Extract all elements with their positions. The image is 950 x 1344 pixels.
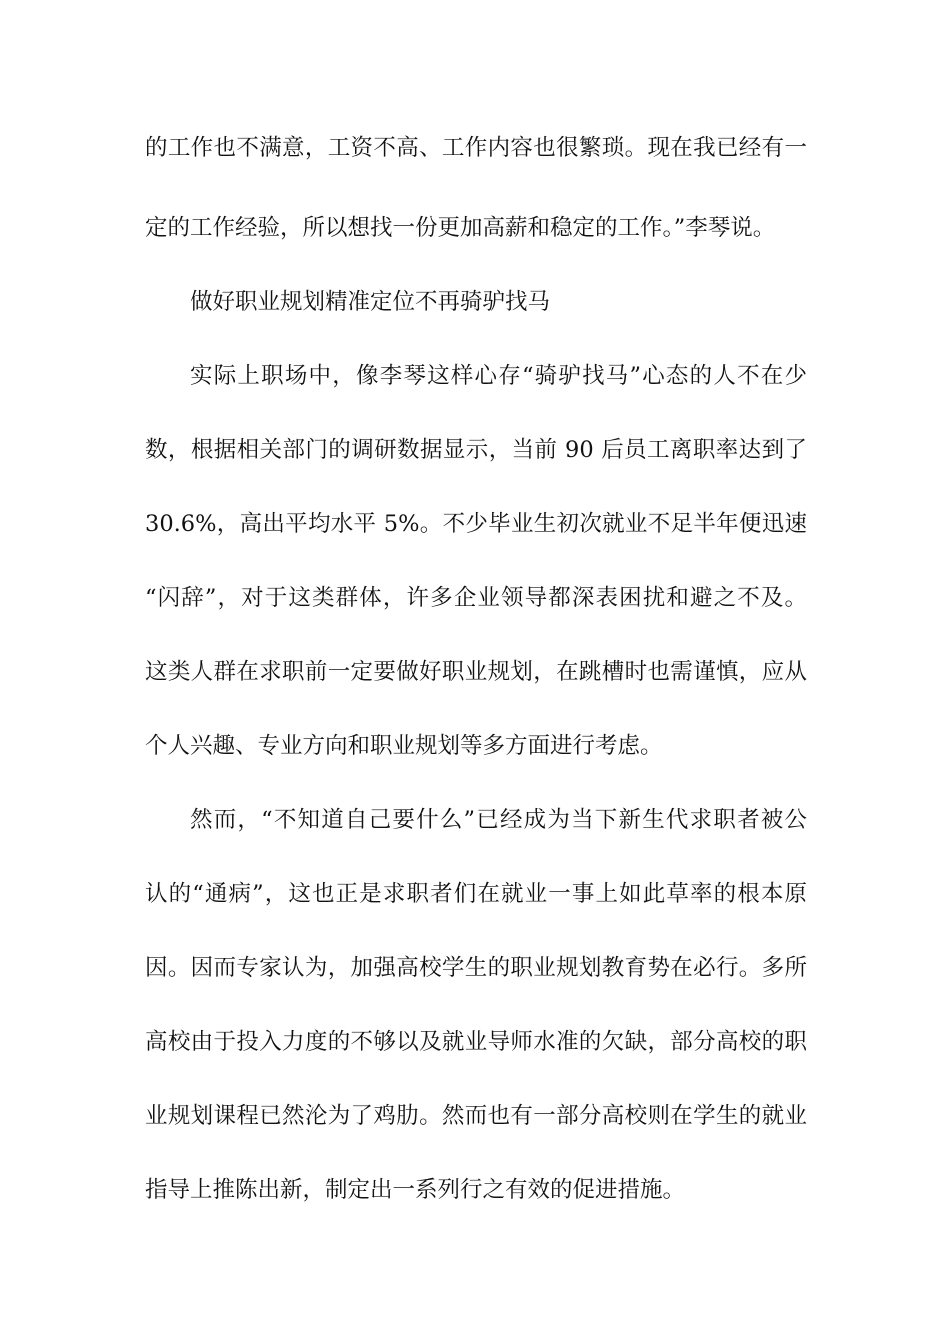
body-text-line: 实际上职场中，像李琴这样心存“骑驴找马”心态的人不在少: [190, 363, 807, 389]
body-text-line: 的工作也不满意，工资不高、工作内容也很繁琐。现在我已经有一: [145, 135, 807, 161]
body-text-line: “闪辞”，对于这类群体，许多企业领导都深表困扰和避之不及。: [145, 585, 807, 611]
body-text-line: 这类人群在求职前一定要做好职业规划，在跳槽时也需谨慎，应从: [145, 659, 807, 685]
body-text-line: 因。因而专家认为，加强高校学生的职业规划教育势在必行。多所: [145, 955, 807, 981]
body-text-line: 数，根据相关部门的调研数据显示，当前 90 后员工离职率达到了: [145, 437, 807, 463]
body-text-line: 30.6%，高出平均水平 5%。不少毕业生初次就业不足半年便迅速: [145, 511, 807, 537]
body-text-line: 然而，“不知道自己要什么”已经成为当下新生代求职者被公: [190, 807, 807, 833]
body-text-line: 定的工作经验，所以想找一份更加高薪和稳定的工作。”李琴说。: [145, 215, 776, 241]
body-text-line: 业规划课程已然沦为了鸡肋。然而也有一部分高校则在学生的就业: [145, 1103, 807, 1129]
body-text-line: 认的“通病”，这也正是求职者们在就业一事上如此草率的根本原: [145, 881, 807, 907]
body-text-line: 个人兴趣、专业方向和职业规划等多方面进行考虑。: [145, 733, 663, 759]
body-text-line: 高校由于投入力度的不够以及就业导师水准的欠缺，部分高校的职: [145, 1029, 807, 1055]
body-text-line: 指导上推陈出新，制定出一系列行之有效的促进措施。: [145, 1177, 686, 1203]
section-heading: 做好职业规划精准定位不再骑驴找马: [190, 289, 551, 315]
